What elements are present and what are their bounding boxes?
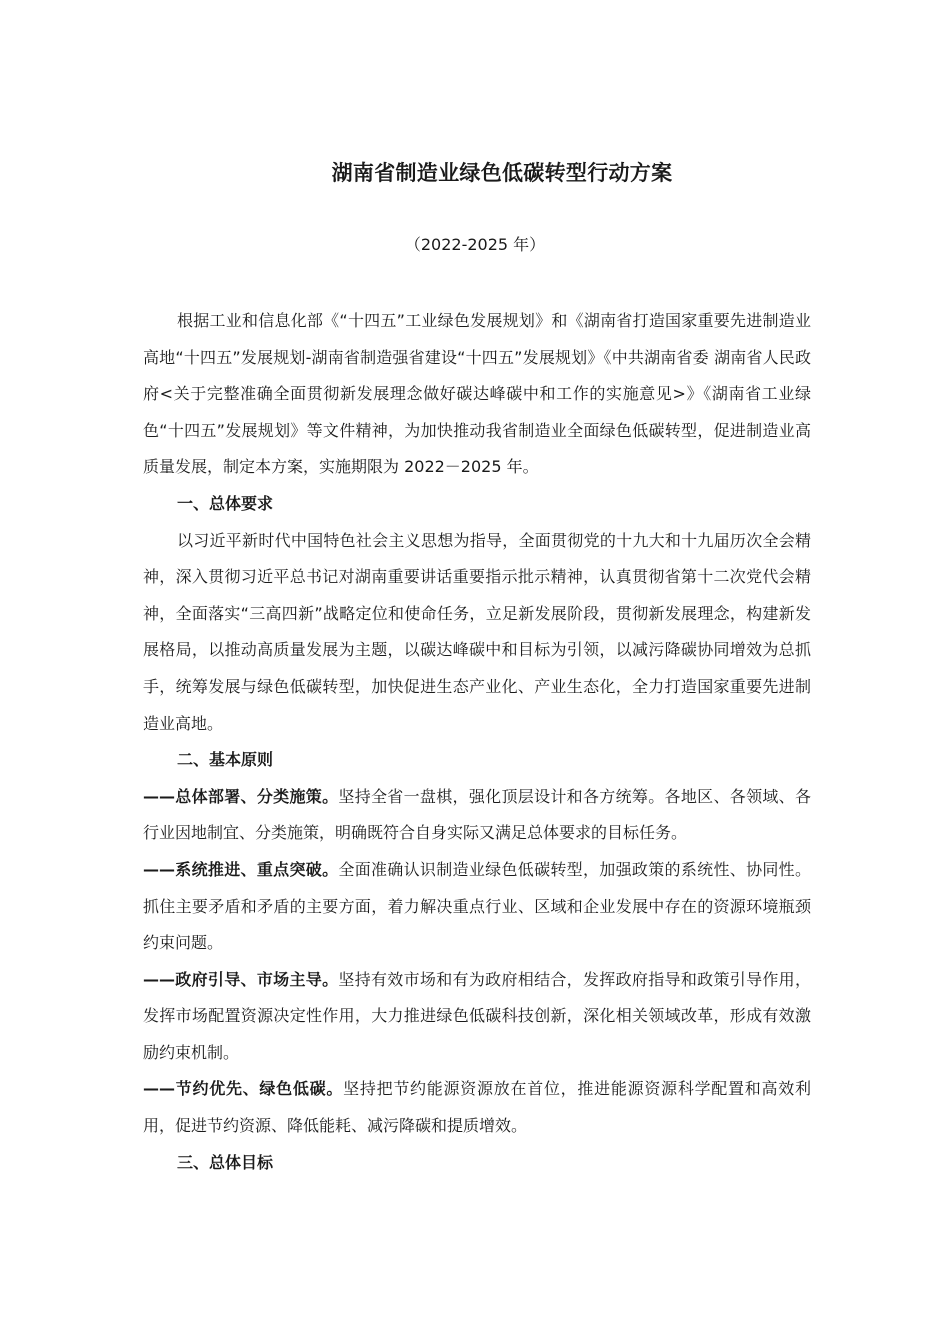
document-title: 湖南省制造业绿色低碳转型行动方案 [331, 161, 673, 185]
principle-lead: ——系统推进、重点突破。 [143, 859, 339, 879]
principle-lead: ——政府引导、市场主导。 [143, 969, 339, 989]
general-requirements-paragraph: 以习近平新时代中国特色社会主义思想为指导，全面贯彻党的十九大和十九届历次全会精神，深入贯彻习近平总书记对湖南重要讲话重要指示批示精神，认真贯彻省第十二次党代会精神，全面落实“三高四新”战略定位和使命任务，立足新发展阶段，贯彻新发展理念，构建新发展格局，以推动高质量发展为主题，以碳达峰碳中和目标为引领，以减污降碳协同增效为总抓手，统筹发展与绿色低碳转型，加快促进生态产业化、产业生态化，全力打造国家重要先进制造业高地。 [143, 530, 811, 733]
principle-paragraph [143, 1071, 811, 1144]
principle-text: 坚持把节约能源资源放在首位，推进能源资源科学配置和高效利用，促进节约资源、降低能耗、减污降碳和提质增效。 [143, 1079, 811, 1136]
principle-text: 坚持有效市场和有为政府相结合，发挥政府指导和政策引导作用，发挥市场配置资源决定性作用，大力推进绿色低碳科技创新，深化相关领域改革，形成有效激励约束机制。 [143, 969, 811, 1062]
document-subtitle: （2022-2025 年） [404, 235, 546, 254]
principle-lead: ——总体部署、分类施策。 [143, 786, 339, 806]
principle-text: 全面准确认识制造业绿色低碳转型，加强政策的系统性、协同性。抓住主要矛盾和矛盾的主要方面，着力解决重点行业、区域和企业发展中存在的资源环境瓶颈约束问题。 [143, 859, 811, 953]
principle-paragraph [143, 779, 811, 852]
section-heading-basic-principles: 二、基本原则 [177, 750, 274, 770]
principle-text: 坚持全省一盘棋，强化顶层设计和各方统筹。各地区、各领域、各行业因地制宜、分类施策，明确既符合自身实际又满足总体要求的目标任务。 [143, 786, 811, 843]
section-heading-general-requirements: 一、总体要求 [177, 493, 274, 513]
principle-paragraph [143, 962, 811, 1072]
intro-paragraph: 根据工业和信息化部《“十四五”工业绿色发展规划》和《湖南省打造国家重要先进制造业高地“十四五”发展规划-湖南省制造强省建设“十四五”发展规划》《中共湖南省委 湖南省人民政府<关于完整准确全面贯彻新发展理念做好碳达峰碳中和工作的实施意见>》《湖南省工业绿色“十四五”发展规划》等文件精神，为加快推动我省制造业全面绿色低碳转型，促进制造业高质量发展，制定本方案，实施期限为 2022－2025 年。 [143, 311, 811, 477]
principle-paragraph [143, 852, 811, 962]
document-body [143, 303, 811, 1181]
section-heading-overall-goals: 三、总体目标 [177, 1152, 274, 1172]
principle-lead: ——节约优先、绿色低碳。 [143, 1079, 344, 1099]
